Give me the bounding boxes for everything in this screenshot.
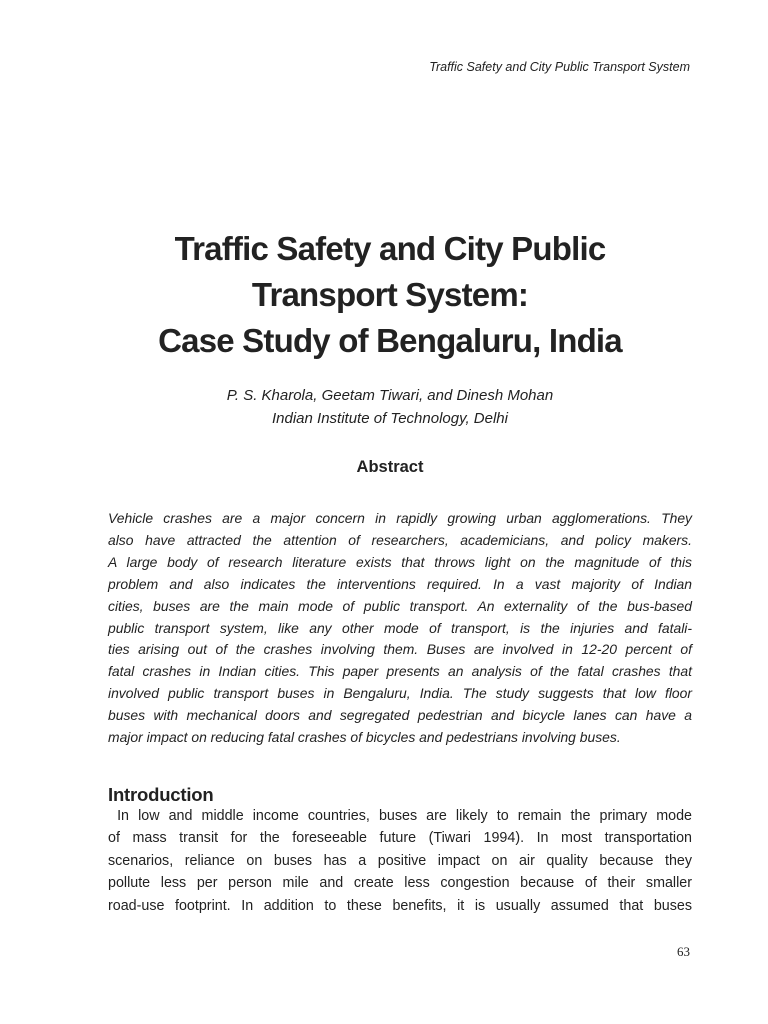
abstract-line: involved public transport buses in Bengaluru, India. The study suggests that low floor [108, 685, 692, 702]
author-block [90, 384, 690, 430]
abstract-line: also have attracted the attention of researchers, academicians, and policy makers. [108, 531, 692, 548]
introduction-line: road-use footprint. In addition to these benefits, it is usually assumed that buses [108, 897, 692, 914]
running-header: Traffic Safety and City Public Transport System [429, 60, 690, 74]
abstract-line: ties arising out of the crashes involving them. Buses are involved in 12-20 percent of [108, 641, 692, 658]
abstract-line: cities, buses are the main mode of public transport. An externality of the bus-based [108, 597, 692, 614]
introduction-line: pollute less per person mile and create less congestion because of their smaller [108, 875, 692, 892]
introduction-line: of mass transit for the foreseeable future (Tiwari 1994). In most transportation [108, 830, 692, 847]
introduction-body [108, 805, 692, 917]
abstract-line: problem and also indicates the interventions required. In a vast majority of Indian [108, 575, 692, 592]
paper-title [90, 226, 690, 364]
title-line: Transport System: [251, 276, 529, 313]
title-line: Case Study of Bengaluru, India [158, 322, 622, 359]
abstract-line: fatal crashes in Indian cities. This paper presents an analysis of the fatal crashes that [108, 663, 692, 680]
author-names: P. S. Kharola, Geetam Tiwari, and Dinesh Mohan [226, 387, 554, 404]
abstract-line: public transport system, like any other mode of transport, is the injuries and fatali- [108, 619, 692, 636]
page-number: 63 [677, 944, 690, 959]
abstract-body [108, 508, 692, 749]
author-affiliation: Indian Institute of Technology, Delhi [272, 410, 508, 427]
abstract-heading: Abstract [356, 458, 424, 476]
abstract-line: major impact on reducing fatal crashes of bicycles and pedestrians involving buses. [108, 729, 621, 746]
abstract-line: buses with mechanical doors and segregated pedestrian and bicycle lanes can have a [108, 707, 692, 724]
title-line: Traffic Safety and City Public [174, 230, 606, 267]
abstract-line: Vehicle crashes are a major concern in rapidly growing urban agglomerations. They [108, 510, 692, 526]
introduction-line: scenarios, reliance on buses has a positive impact on air quality because they [108, 852, 692, 869]
introduction-line: In low and middle income countries, buses are likely to remain the primary mode [108, 808, 692, 824]
introduction-heading: Introduction [108, 784, 214, 805]
abstract-line: A large body of research literature exists that throws light on the magnitude of this [108, 553, 692, 570]
